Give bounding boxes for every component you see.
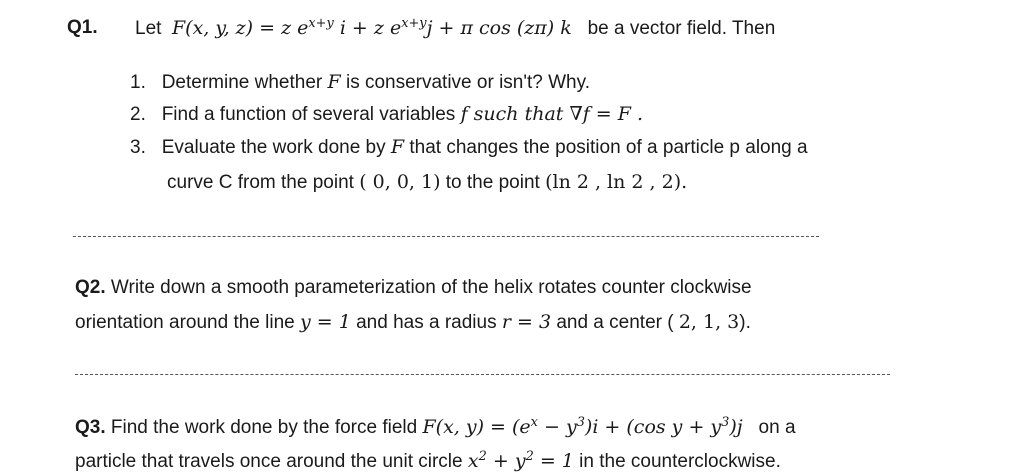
q3-label: Q3. xyxy=(75,417,106,438)
q2-line-2: orientation around the line y = 1 and has a radius r = 3 and a center ( 2, 1, 3). xyxy=(75,311,751,333)
q2-label: Q2. xyxy=(75,277,106,298)
q1-item-3-continued: curve C from the point ( 0, 0, 1) to the point (ln 2 , ln 2 , 2). xyxy=(167,171,688,193)
unit-circle-equation: $x^2 + y^2 = 1$ xyxy=(467,448,574,472)
q1-item-3: 3. Evaluate the work done by F that changes the position of a particle p along a xyxy=(130,136,808,158)
separator-1 xyxy=(73,236,819,237)
q1-item-1: 1. Determine whether F is conservative or isn't? Why. xyxy=(130,71,590,93)
q1-label: Q1. xyxy=(67,17,98,38)
q3-line-1: Q3. Find the work done by the force field F(x, $y) = (e^x - y^3)i + (\cos$ $y + y^3)j$ on a xyxy=(75,414,796,438)
vector-field-expression: F(x, y, z) = z $e^{x+y}$ i + z $e^{x+y}j + \pi$ cos (zπ) k xyxy=(171,15,572,39)
q1-statement: Let F(x, y, z) = z $e^{x+y}$ i + z $e^{x+y}j + \pi$ cos (zπ) k be a vector field. Then xyxy=(135,15,776,39)
force-field-expression: F(x, $y) = (e^x - y^3)i + (\cos$ $y + y^3)j$ xyxy=(422,414,743,438)
q2-line-1: Q2. Write down a smooth parameterization of the helix rotates counter clockwise xyxy=(75,277,752,298)
q1-item-2: 2. Find a function of several variables f such that ∇f = F . xyxy=(130,103,644,125)
q3-line-2: particle that travels once around the unit circle $x^2 + y^2 = 1$ in the counterclockwise. xyxy=(75,448,781,472)
separator-2 xyxy=(75,374,890,375)
